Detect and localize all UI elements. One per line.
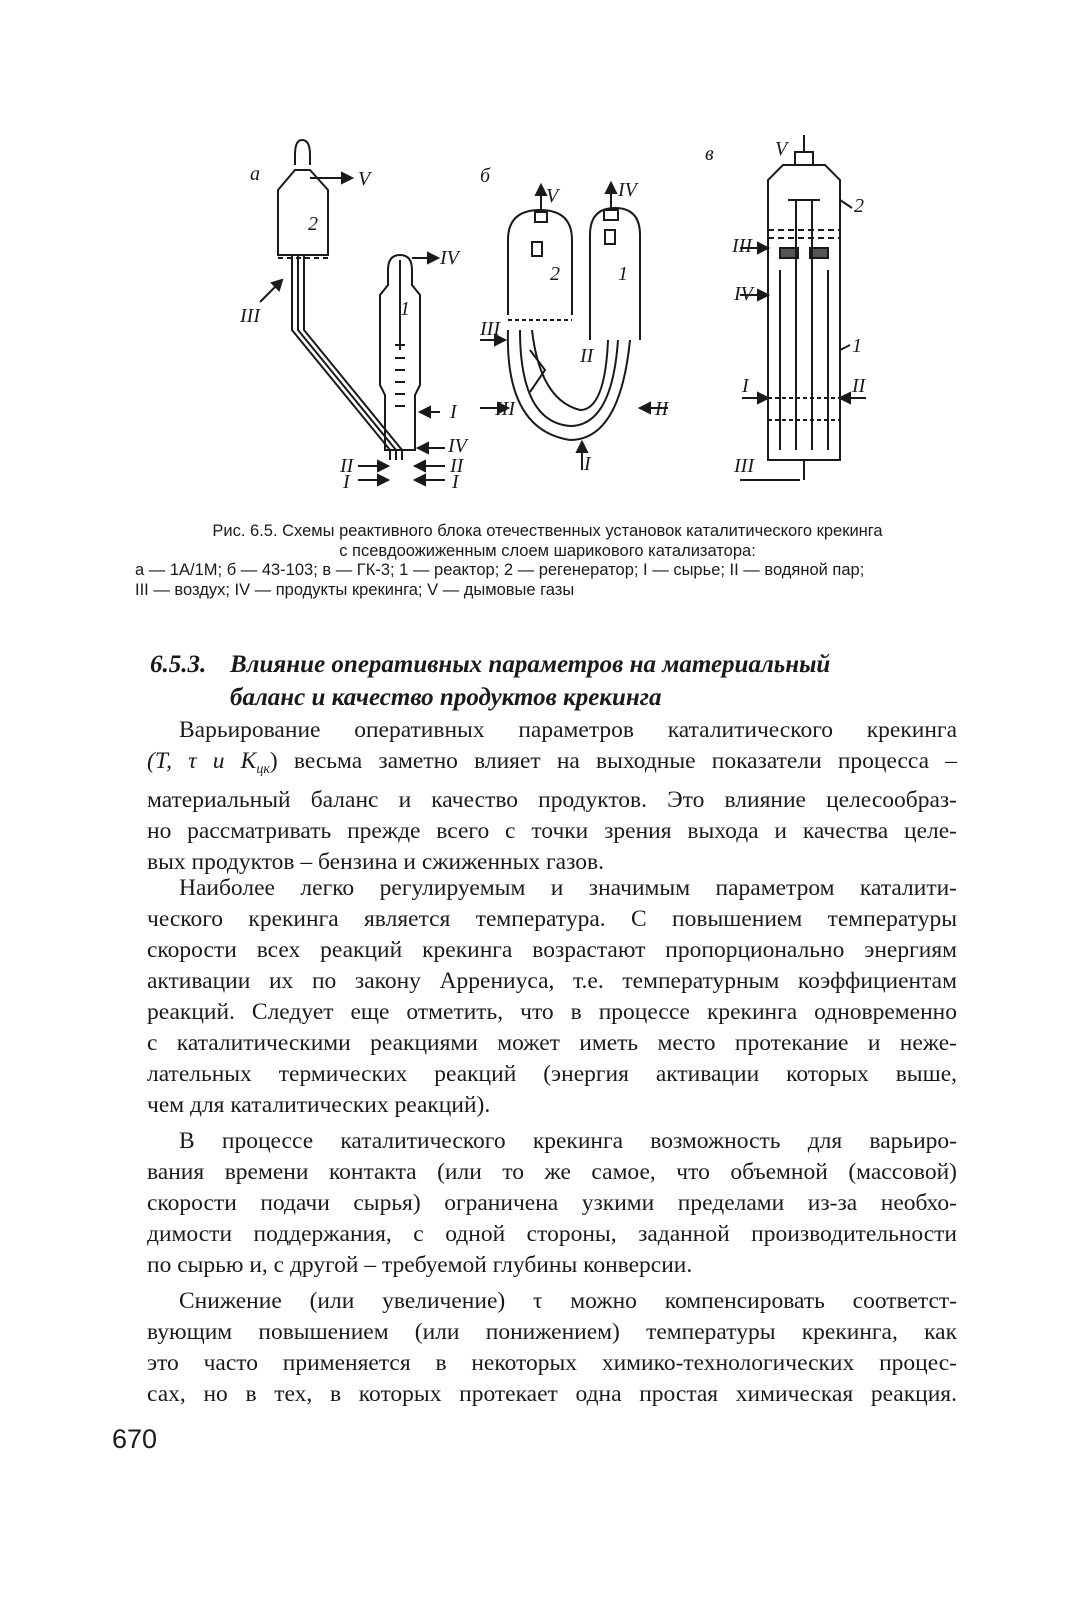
paragraph-1	[147, 715, 957, 878]
caption-line-2: с псевдоожиженным слоем шарикового катализатора:	[339, 541, 756, 560]
callout-II-b: II	[655, 398, 669, 420]
caption-line-4: III — воздух; IV — продукты крекинга; V — дымовые газы	[135, 580, 575, 599]
callout-I-a-left: I	[343, 471, 350, 493]
scheme-v	[740, 135, 866, 480]
callout-I-b: I	[584, 453, 591, 475]
page-number: 670	[112, 1424, 158, 1454]
callout-2-v: 2	[854, 195, 864, 217]
p4-line-2: вующим повышением (или понижением) температуры крекинга, как	[147, 1319, 957, 1345]
paragraph-4	[147, 1286, 957, 1410]
paragraph-3	[147, 1126, 957, 1281]
scheme-a-label: а	[250, 163, 260, 185]
p3-line-5: по сырью и, с другой – требуемой глубины конверсии.	[147, 1252, 693, 1278]
p1-line-3: материальный баланс и качество продуктов. Это влияние целесообраз-	[147, 787, 957, 813]
p1-params: (T, τ и K	[147, 748, 257, 774]
p3-line-3: скорости подачи сырья) ограничена узкими пределами из-за необхо-	[147, 1190, 957, 1216]
p2-line-8: чем для каталитических реакций).	[147, 1092, 491, 1118]
p1-line-2-rest: ) весьма заметно влияет на выходные показатели процесса –	[269, 748, 957, 774]
callout-IV-a2: IV	[448, 435, 467, 457]
paragraph-2	[147, 873, 957, 1121]
callout-II-v: II	[852, 375, 866, 397]
scheme-a	[260, 140, 445, 485]
p1-line-1: Варьирование оперативных параметров каталитического крекинга	[179, 717, 957, 743]
scheme-b-label: б	[480, 165, 491, 187]
section-number: 6.5.3.	[150, 651, 207, 678]
section-heading	[150, 648, 950, 714]
p1-line-5: вых продуктов – бензина и сжиженных газов.	[147, 849, 604, 875]
callout-I-a-right: I	[452, 471, 459, 493]
callout-III-b: III	[480, 318, 500, 340]
caption-line-3: а — 1А/1М; б — 43-103; в — ГК-3; 1 — реактор; 2 — регенератор; I — сырье; II — водяной пар;	[135, 561, 865, 579]
callout-I-a: I	[450, 401, 457, 423]
p4-line-3: это часто применяется в некоторых химико-технологических процес-	[147, 1350, 957, 1376]
p2-line-3: скорости всех реакций крекинга возрастают пропорционально энергиям	[147, 937, 957, 963]
section-title-line-2: баланс и качество продуктов крекинга	[230, 684, 662, 711]
scheme-v-label: в	[705, 143, 714, 165]
p1-subscript: цк	[256, 762, 270, 777]
callout-IV-b: IV	[618, 179, 637, 201]
callout-II-b-top: II	[580, 345, 594, 367]
callout-V-v: V	[775, 138, 788, 160]
p2-line-2: ческого крекинга является температура. С повышением температуры	[147, 906, 957, 932]
p2-line-4: активации их по закону Аррениуса, т.е. температурным коэффициентам	[147, 968, 957, 994]
callout-III-v2: III	[734, 455, 754, 477]
p2-line-6: с каталитическими реакциями может иметь место протекание и неже-	[147, 1030, 957, 1056]
p2-line-7: лательных термических реакций (энергия активации которых выше,	[147, 1061, 957, 1087]
p2-line-1: Наиболее легко регулируемым и значимым параметром каталити-	[179, 875, 957, 901]
p4-line-4: сах, но в тех, в которых протекает одна простая химическая реакция.	[147, 1381, 957, 1407]
callout-III-b2: III	[495, 398, 515, 420]
p3-line-2: вания времени контакта (или то же самое, что объемной (массовой)	[147, 1159, 957, 1185]
p3-line-4: димости поддержания, с одной стороны, заданной производительности	[147, 1221, 957, 1247]
p1-line-2	[147, 746, 957, 785]
p4-line-1: Снижение (или увеличение) τ можно компенсировать соответст-	[179, 1288, 957, 1314]
callout-V-b: V	[546, 185, 559, 207]
callout-2-a: 2	[308, 213, 318, 235]
callout-V-a: V	[358, 168, 371, 190]
section-title-line-1: Влияние оперативных параметров на материальный	[230, 651, 831, 678]
p3-line-1: В процессе каталитического крекинга возможность для варьиро-	[179, 1128, 957, 1154]
callout-I-v: I	[742, 375, 749, 397]
callout-1-v: 1	[852, 335, 862, 357]
callout-III-v: III	[732, 235, 752, 257]
p2-line-5: реакций. Следует еще отметить, что в процессе крекинга одновременно	[147, 999, 957, 1025]
caption-line-1: Рис. 6.5. Схемы реактивного блока отечественных установок каталитического крекинга	[212, 522, 883, 540]
figure-caption	[135, 522, 960, 600]
scheme-b	[480, 183, 668, 470]
callout-II-a-right: II	[450, 455, 464, 477]
callout-II-a-left: II	[340, 455, 354, 477]
p1-line-4: но рассматривать прежде всего с точки зрения выхода и качества целе-	[147, 818, 957, 844]
callout-III-a: III	[240, 305, 260, 327]
callout-2-b: 2	[550, 263, 560, 285]
callout-IV-v: IV	[734, 283, 753, 305]
callout-IV-a: IV	[440, 247, 459, 269]
callout-1-a: 1	[400, 298, 410, 320]
reactor-schemes-drawing	[240, 130, 900, 510]
callout-1-b: 1	[618, 263, 628, 285]
figure-reactor-schemes	[240, 130, 900, 510]
